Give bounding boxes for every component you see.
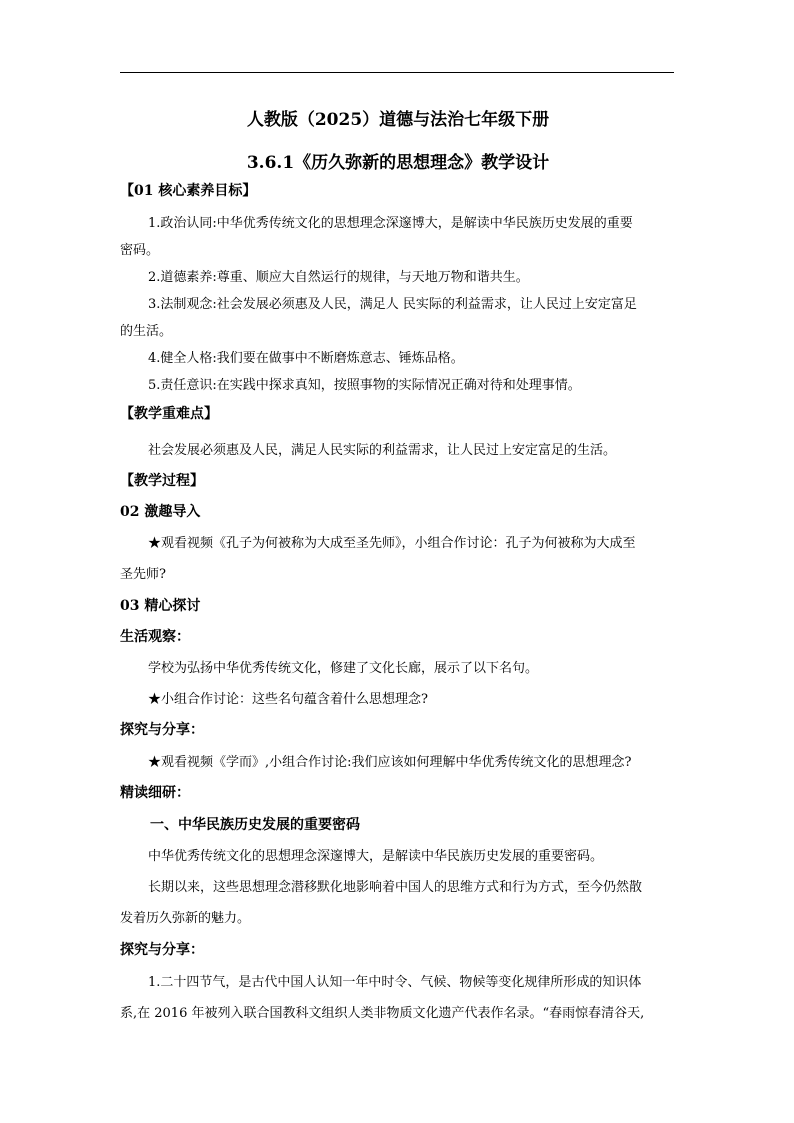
goal-item-5: 5.责任意识:在实践中探求真知，按照事物的实际情况正确对待和处理事情。 [148,378,581,393]
share-heading-2: 探究与分享： [120,942,204,958]
point-1-paragraph-1: 中华优秀传统文化的思想理念深邃博大，是解读中华民族历史发展的重要密码。 [148,849,604,864]
point-1-paragraph-2-line2: 发着历久弥新的魅力。 [120,911,251,926]
goal-item-1-line1: 1.政治认同:中华优秀传统文化的思想理念深邃博大，是解读中华民族历史发展的重要 [148,216,633,231]
intro-task-line2: 圣先师? [120,567,166,582]
explore-heading: 03 精心探讨 [120,598,201,614]
share-text-2-line1: 1.二十四节气，是古代中国人认知一年中时令、气候、物候等变化规律所形成的知识体 [148,975,642,990]
share-heading-1: 探究与分享： [120,722,204,738]
goal-item-4: 4.健全人格:我们要在做事中不断磨炼意志、锤炼品格。 [148,351,464,366]
life-observation-text: 学校为弘扬中华优秀传统文化，修建了文化长廊，展示了以下名句。 [148,661,539,676]
header-rule [120,72,674,73]
goals-heading: 【01 核心素养目标】 [120,183,257,199]
goal-item-1-line2: 密码。 [120,243,160,258]
key-points-text: 社会发展必须惠及人民，满足人民实际的利益需求，让人民过上安定富足的生活。 [148,443,617,458]
document-subtitle: 3.6.1《历久弥新的思想理念》教学设计 [246,153,550,173]
life-observation-heading: 生活观察： [120,629,190,645]
key-points-heading: 【教学重难点】 [120,406,218,422]
share-task-1: ★观看视频《学而》,小组合作讨论:我们应该如何理解中华优秀传统文化的思想理念? [148,755,632,770]
point-1-heading: 一、中华民族历史发展的重要密码 [150,817,360,833]
intro-heading: 02 激趣导入 [120,504,201,520]
goal-item-2: 2.道德素养:尊重、顺应大自然运行的规律，与天地万物和谐共生。 [148,270,529,285]
life-observation-task: ★小组合作讨论：这些名句蕴含着什么思想理念? [148,692,428,707]
document-title: 人教版（2025）道德与法治七年级下册 [246,110,550,130]
process-heading: 【教学过程】 [120,473,204,489]
reading-heading: 精读细研： [120,785,190,801]
share-text-2-line2: 系,在 2016 年被列入联合国教科文组织人类非物质文化遗产代表作名录。“春雨惊春清谷天, [120,1006,645,1021]
point-1-paragraph-2-line1: 长期以来，这些思想理念潜移默化地影响着中国人的思维方式和行为方式，至今仍然散 [148,880,643,895]
intro-task-line1: ★观看视频《孔子为何被称为大成至圣先师》，小组合作讨论：孔子为何被称为大成至 [148,536,636,551]
goal-item-3-line1: 3.法制观念:社会发展必须惠及人民，满足人 民实际的利益需求，让人民过上安定富足 [148,297,637,312]
goal-item-3-line2: 的生活。 [120,324,173,339]
